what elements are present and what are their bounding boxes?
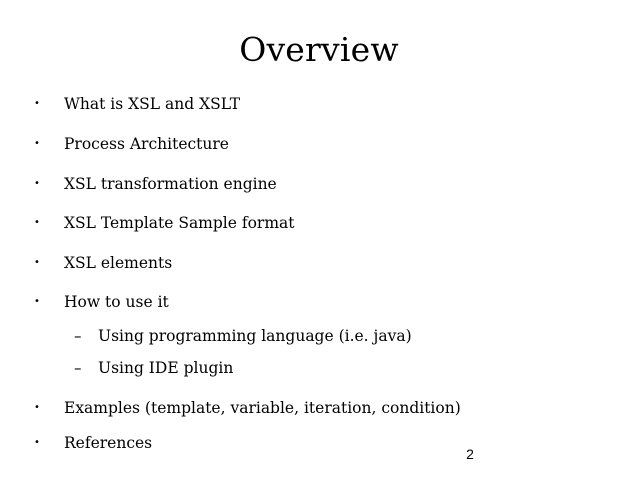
sub-list-item: Using IDE plugin [98,359,234,377]
list-item: References [64,434,153,452]
page-number: 2 [466,446,474,462]
bullet-icon: • [34,257,40,268]
bullet-icon: • [34,217,40,228]
list-item: Process Architecture [64,135,229,153]
dash-icon: – [74,327,82,345]
sub-list-item: Using programming language (i.e. java) [98,327,412,345]
list-item: XSL elements [64,254,173,272]
slide-title: Overview [239,30,399,69]
list-item: How to use it [64,293,169,311]
list-item: What is XSL and XSLT [64,95,241,113]
dash-icon: – [74,359,82,377]
bullet-icon: • [34,402,40,413]
list-item: Examples (template, variable, iteration, condition) [64,399,461,417]
bullet-icon: • [34,178,40,189]
list-item: XSL Template Sample format [64,214,295,232]
bullet-icon: • [34,296,40,307]
list-item: XSL transformation engine [64,175,277,193]
bullet-icon: • [34,138,40,149]
bullet-icon: • [34,98,40,109]
bullet-icon: • [34,437,40,448]
